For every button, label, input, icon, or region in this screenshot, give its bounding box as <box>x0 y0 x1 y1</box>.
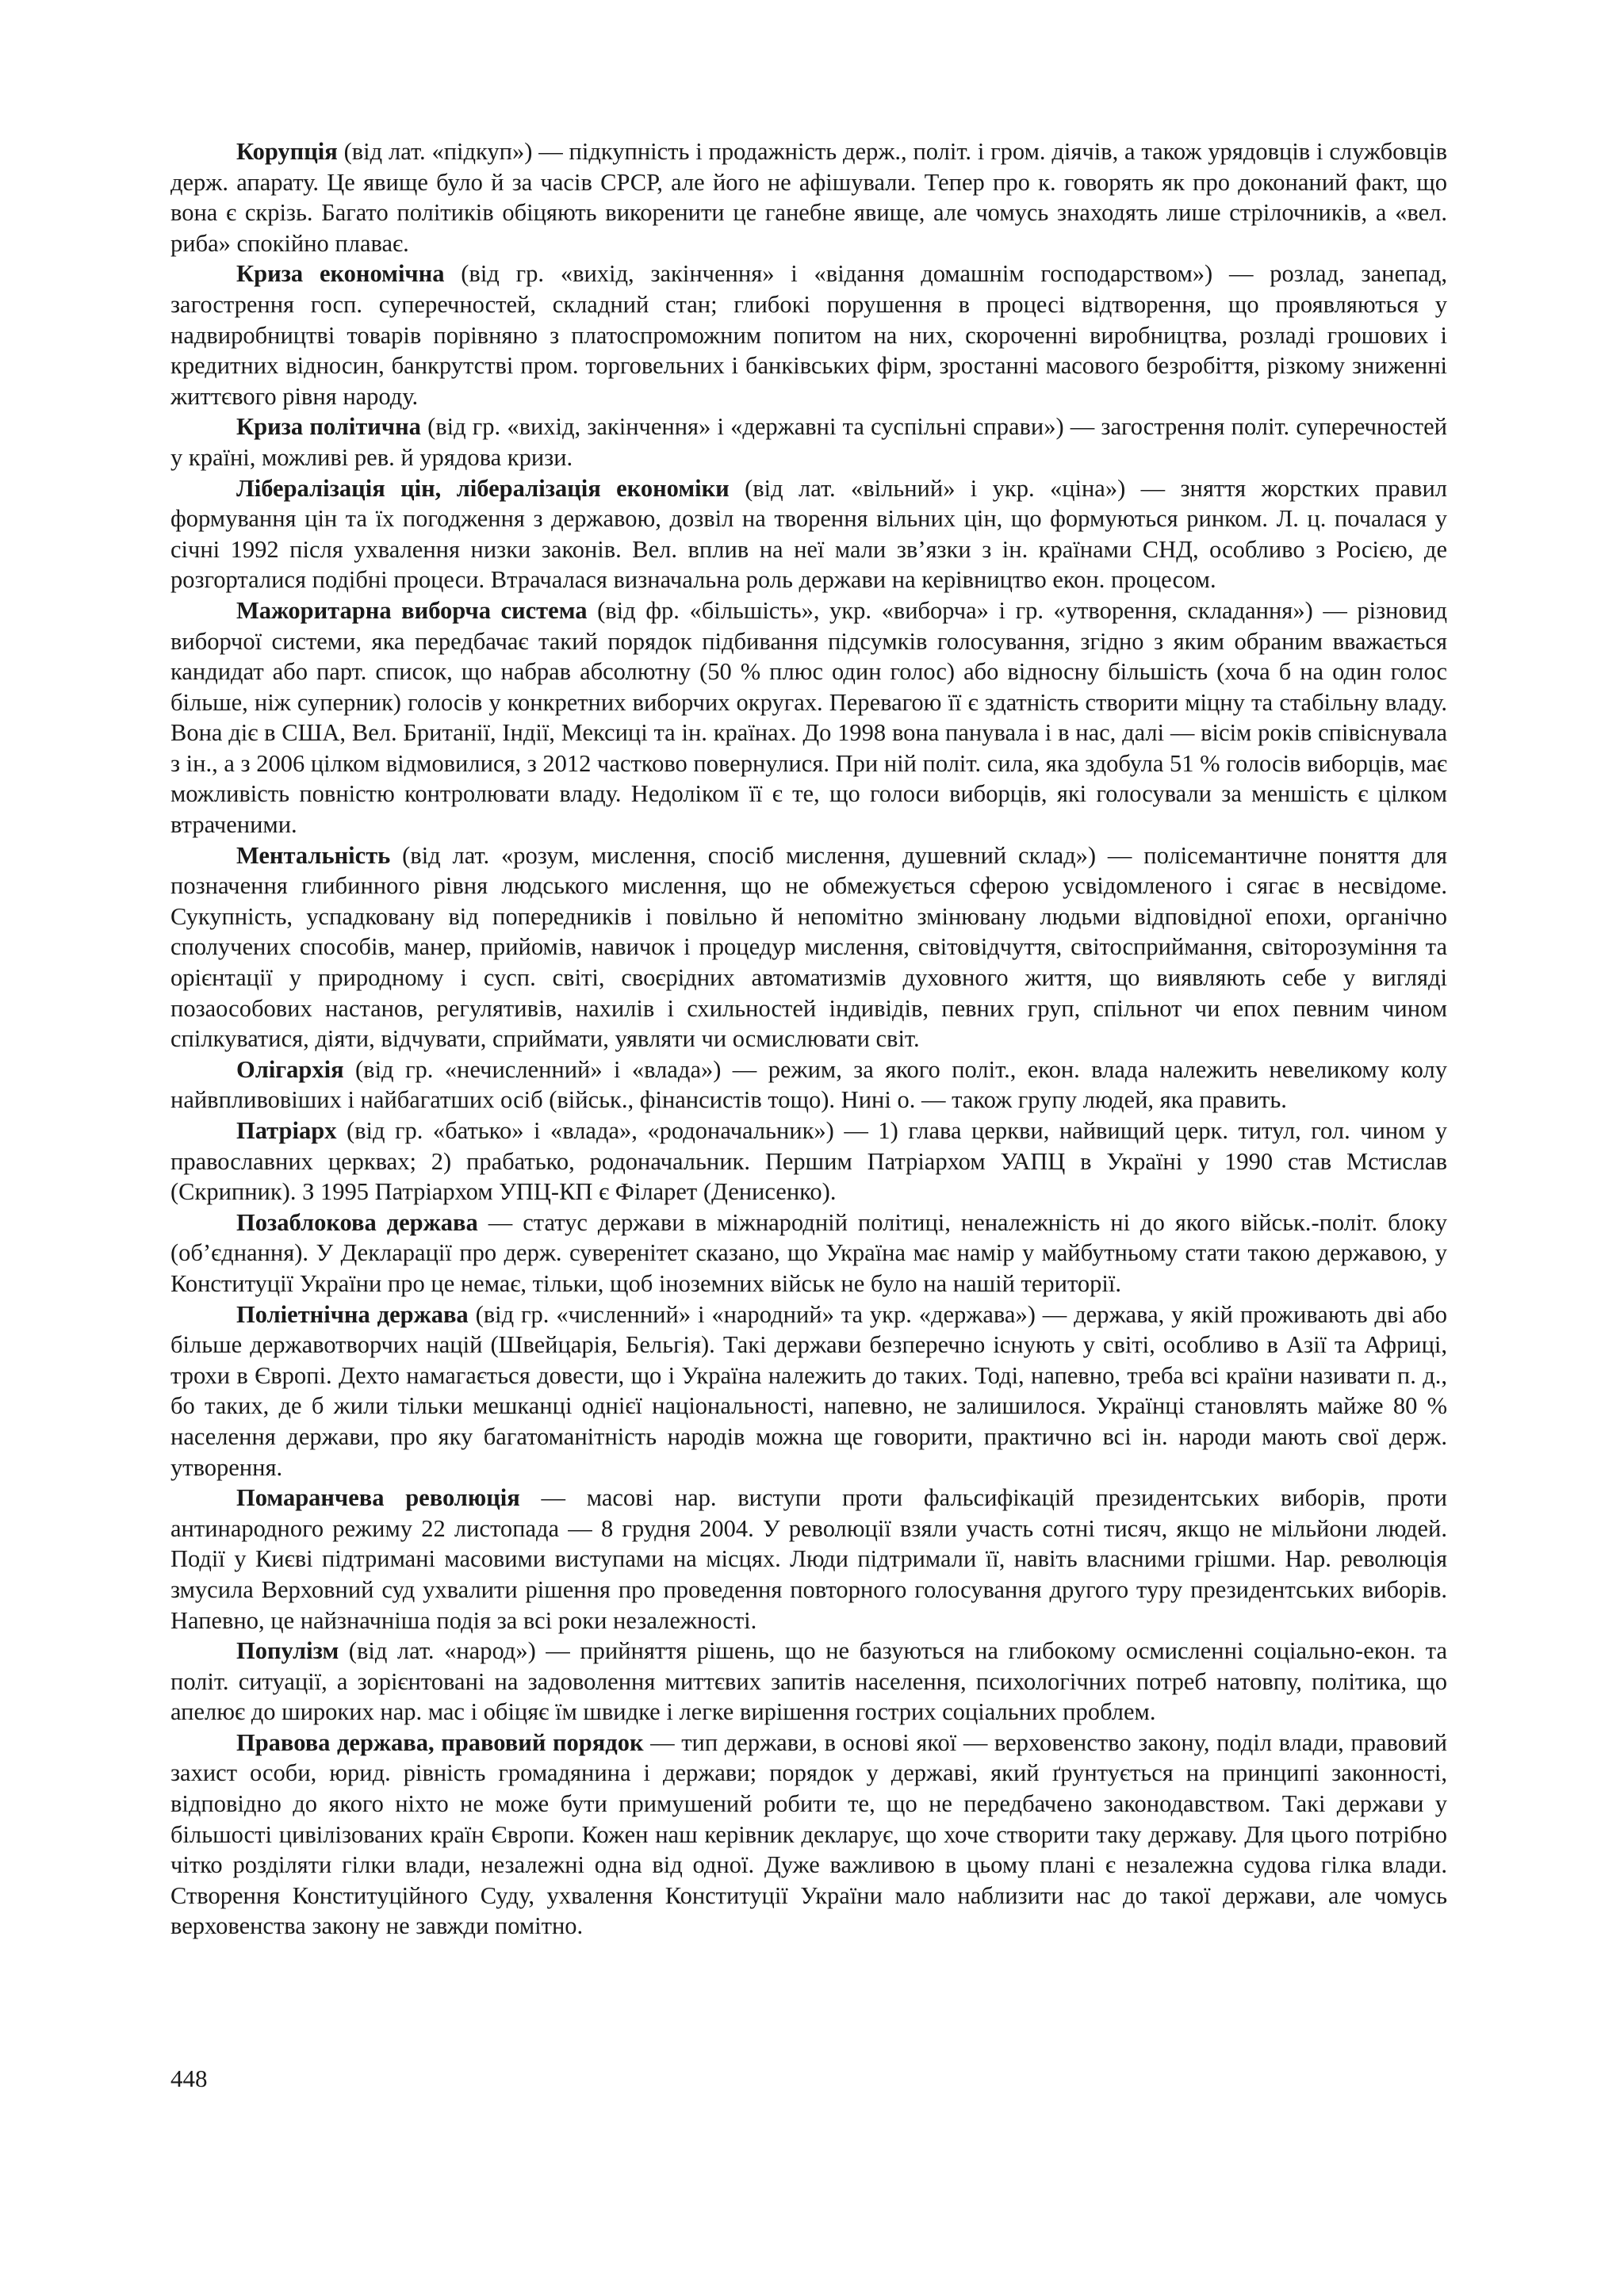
entry-term: Лібералізація цін, лібералізація економіки <box>236 474 730 502</box>
dictionary-entry <box>170 840 1447 1054</box>
entry-definition: (від лат. «вільний» і укр. «ціна») — зняття жорстких правил формування цін та їх погодження з державою, дозвіл на творення вільних цін, що формуються ринком. Л. ц. почалася у січні 1992 після ухвалення низки законів. Вел. вплив на неї мали зв’язки з ін. країнами СНД, особливо з Росією, де розгорталися подібні процеси. Втрачалася визначальна роль держави на керівництво екон. процесом. <box>170 474 1447 594</box>
entry-definition: — масові нар. виступи проти фальсифікацій президентських виборів, проти антинародного режиму 22 листопада — 8 грудня 2004. У революції взяли участь сотні тисяч, якщо не мільйони людей. Події у Києві підтримані масовими виступами на місцях. Люди підтримали її, навіть власними грішми. Нар. революція змусила Верховний суд ухвалити рішення про проведення повторного голосування другого туру президентських виборів. Напевно, це найзначніша подія за всі роки незалежності. <box>170 1484 1447 1634</box>
entry-definition: — статус держави в міжнародній політиці, неналежність ні до якого військ.-політ. блоку (об’єднання). У Декларації про держ. суверенітет сказано, що Україна має намір у майбутньому стати такою державою, у Конституції України про це немає, тільки, щоб іноземних військ не було на нашій території. <box>170 1208 1447 1297</box>
dictionary-entry <box>170 1207 1447 1299</box>
entry-definition: (від гр. «нечисленний» і «влада») — режим, за якого політ., екон. влада належить невеликому колу найвпливовіших і найбагатших осіб (військ., фінансистів тощо). Нині о. — також групу людей, яка править. <box>170 1055 1447 1114</box>
entry-definition: (від лат. «підкуп») — підкупність і продажність держ., політ. і гром. діячів, а також урядовців і службовців держ. апарату. Це явище було й за часів СРСР, але його не афішували. Тепер про к. говорять як про доконаний факт, що вона є скрізь. Багато політиків обіцяють викоренити це ганебне явище, але чомусь знаходять лише стрілочників, а «вел. риба» спокійно плаває. <box>170 138 1447 257</box>
entry-term: Криза політична <box>236 413 421 441</box>
entry-definition: (від гр. «вихід, закінчення» і «відання домашнім господарством») — розлад, занепад, загострення госп. суперечностей, складний стан; глибокі порушення в процесі відтворення, що проявляються у надвиробництві товарів порівняно з платоспроможним попитом на них, скороченні виробництва, розладі грошових і кредитних відносин, банкрутстві пром. торговельних і банківських фірм, зростанні масового безробіття, різкому зниженні життєвого рівня народу. <box>170 260 1447 410</box>
dictionary-entry <box>170 1728 1447 1942</box>
dictionary-entry <box>170 411 1447 473</box>
dictionary-entry <box>170 1483 1447 1636</box>
dictionary-entry <box>170 1636 1447 1728</box>
entry-term: Позаблокова держава <box>236 1208 478 1236</box>
entry-term: Криза економічна <box>236 260 445 288</box>
entry-term: Олігархія <box>236 1055 344 1083</box>
entry-term: Популізм <box>236 1637 339 1665</box>
entry-term: Корупція <box>236 138 338 165</box>
entry-term: Правова держава, правовий порядок <box>236 1728 644 1756</box>
entry-definition: (від лат. «розум, мислення, спосіб мислення, душевний склад») — полісемантичне поняття для позначення глибинного рівня людського мислення, що не обмежується сферою усвідомленого і сягає в несвідоме. Сукупність, успадковану від попередників і повільно й непомітно змінювану людьми відповідної епохи, органічно сполучених способів, манер, прийомів, навичок і процедур мислення, світовідчуття, світосприймання, світорозуміння та орієнтації у природному і сусп. світі, своєрідних автоматизмів духовного життя, що виявляють себе у вигляді позаособових настанов, регулятивів, нахилів і схильностей індивідів, певних груп, спільнот чи епох певним чином спілкуватися, діяти, відчувати, сприймати, уявляти чи осмислювати світ. <box>170 841 1447 1053</box>
entry-definition: — тип держави, в основі якої — верховенство закону, поділ влади, правовий захист особи, юрид. рівність громадянина і держави; порядок у державі, який ґрунтується на принципі законності, відповідно до якого ніхто не може бути примушений робити те, що не передбачено законодавством. Такі держави у більшості цивілізованих країн Європи. Кожен наш керівник декларує, що хоче створити таку державу. Для цього потрібно чітко розділяти гілки влади, незалежні одна від одної. Дуже важливою в цьому плані є незалежна судова гілка влади. Створення Конституційного Суду, ухвалення Конституції України мало наблизити нас до такої держави, але чомусь верховенства закону не завжди помітно. <box>170 1728 1447 1940</box>
dictionary-entry <box>170 1115 1447 1207</box>
entry-term: Ментальність <box>236 841 391 869</box>
entry-definition: (від гр. «вихід, закінчення» і «державні та суспільні справи») — загострення політ. суперечностей у країні, можливі рев. й урядова кризи. <box>170 413 1447 471</box>
dictionary-page-body <box>170 136 1447 1942</box>
page-number: 448 <box>170 2064 208 2092</box>
entry-definition: (від гр. «численний» і «народний» та укр. «держава») — держава, у якій проживають дві або більше державотворчих націй (Швейцарія, Бельгія). Такі держави безперечно існують у світі, особливо в Азії та Африці, трохи в Європі. Дехто намагається довести, що і Україна належить до таких. Тоді, напевно, треба всі країни називати п. д., бо таких, де б жили тільки мешканці однієї національності, напевно, не залишилося. Українці становлять майже 80 % населення держави, про яку багатоманітність народів можна ще говорити, практично всі ін. народи мають свої держ. утворення. <box>170 1300 1447 1481</box>
dictionary-entry <box>170 136 1447 258</box>
entry-term: Мажоритарна виборча система <box>236 596 588 624</box>
dictionary-entry <box>170 473 1447 595</box>
entry-term: Патріарх <box>236 1117 337 1144</box>
entry-term: Помаранчева революція <box>236 1484 520 1512</box>
dictionary-entry <box>170 1054 1447 1115</box>
dictionary-entry <box>170 595 1447 840</box>
entry-term: Поліетнічна держава <box>236 1300 469 1328</box>
entry-definition: (від гр. «батько» і «влада», «родоначальник») — 1) глава церкви, найвищий церк. титул, гол. чином у православних церквах; 2) прабатько, родоначальник. Першим Патріархом УАПЦ в Україні у 1990 став Мстислав (Скрипник). З 1995 Патріархом УПЦ-КП є Філарет (Денисенко). <box>170 1117 1447 1206</box>
dictionary-entry <box>170 258 1447 411</box>
entry-definition: (від лат. «народ») — прийняття рішень, що не базуються на глибокому осмисленні соціально-екон. та політ. ситуації, а зорієнтовані на задоволення миттєвих запитів населення, психологічних потреб натовпу, політика, що апелює до широких нар. мас і обіцяє їм швидке і легке вирішення гострих соціальних проблем. <box>170 1637 1447 1726</box>
entry-definition: (від фр. «більшість», укр. «виборча» і гр. «утворення, складання») — різновид виборчої системи, яка передбачає такий порядок підбивання підсумків голосування, згідно з яким обраним вважається кандидат або парт. список, що набрав абсолютну (50 % плюс один голос) або відносну більшість (хоча б на один голос більше, ніж суперник) голосів у конкретних виборчих округах. Перевагою її є здатність створити міцну та стабільну владу. Вона діє в США, Вел. Британії, Індії, Мексиці та ін. країнах. До 1998 вона панувала і в нас, далі — вісім років співіснувала з ін., а з 2006 цілком відмовилися, з 2012 частково повернулися. При ній політ. сила, яка здобула 51 % голосів виборців, має можливість повністю контролювати владу. Недоліком її є те, що голоси виборців, які голосували за меншість є цілком втраченими. <box>170 596 1447 839</box>
dictionary-entry <box>170 1299 1447 1483</box>
